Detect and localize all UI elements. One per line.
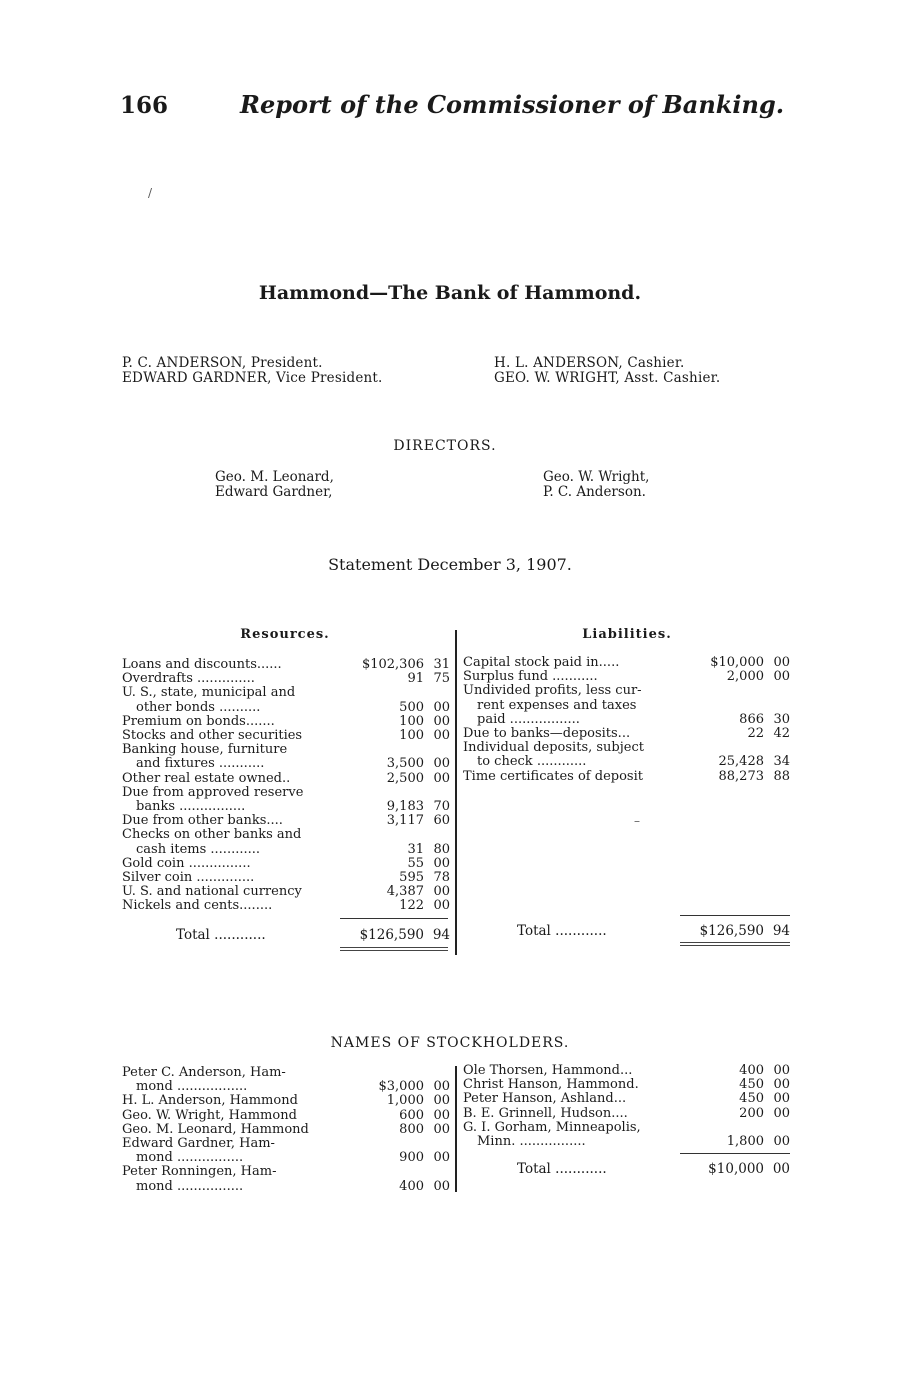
ledger-dollars: 22 [747,726,764,742]
ledger-label: Nickels and cents........ [122,899,273,914]
ledger-cents: 00 [773,669,790,685]
ledger-row [122,885,450,899]
director-name: Geo. M. Leonard, [215,469,334,485]
ledger-label: Undivided profits, less cur- [463,684,642,699]
ledger-cents: 00 [433,728,450,744]
ledger-row [122,672,450,686]
ledger-label: other bonds .......... [136,700,261,715]
ledger-dollars: 3,500 [386,756,424,772]
ledger-cents [764,684,790,698]
ledger-cents: 78 [433,870,450,886]
ledger-dollars: 25,428 [718,754,764,770]
ledger-label: Checks on other banks and [122,828,302,843]
stockholders-total-dollars: $10,000 [708,1161,764,1177]
ledger-label: Loans and discounts...... [122,658,282,672]
ledger-row [122,1151,450,1165]
ledger-cents [764,1121,790,1135]
ledger-dollars: 200 [739,1105,764,1121]
ledger-dollars [346,686,424,700]
ledger-cents [424,1066,450,1080]
ledger-cents: 34 [773,754,790,770]
ledger-row [122,1123,450,1137]
ledger-label: G. I. Gorham, Minneapolis, [463,1120,641,1135]
ledger-dollars: 122 [399,898,424,914]
resources-table [122,658,450,914]
ledger-dollars [682,741,764,755]
ledger-dollars: 800 [399,1121,424,1137]
ledger-row [463,741,790,755]
ledger-dollars: 450 [739,1091,764,1107]
ledger-label: Peter Ronningen, Ham- [122,1165,277,1180]
ledger-label: mond ................ [136,1151,244,1166]
ledger-label: Individual deposits, subject [463,741,644,756]
ledger-label: to check ............ [477,755,587,770]
liabilities-total-dollars: $126,590 [699,923,764,939]
ledger-cents: 75 [433,671,450,687]
ledger-dollars [346,1165,424,1179]
resources-total-rule [340,918,448,919]
ledger-cents: 60 [433,813,450,829]
stockholders-right-table [463,1064,790,1149]
ledger-cents [764,741,790,755]
ledger-row [122,772,450,786]
ledger-row [122,729,450,743]
ledger-cents [764,699,790,713]
ledger-row [122,786,450,800]
director-name: Geo. W. Wright, [543,469,650,485]
ledger-label: mond ................. [136,1080,248,1095]
ledger-label: Due from approved reserve [122,785,304,800]
page-number: 166 [120,92,169,119]
ledger-label: Due from other banks.... [122,814,283,829]
ledger-row [463,656,790,670]
ledger-cents: 00 [433,1178,450,1194]
resources-total-dollars: $126,590 [359,927,424,943]
ledger-label: Geo. W. Wright, Hammond [122,1108,297,1123]
ledger-cents: 00 [773,1105,790,1121]
stray-mark: / [148,186,153,200]
liabilities-total-cents: 94 [772,923,790,939]
ledger-row [122,1080,450,1094]
ledger-dollars: 900 [399,1150,424,1166]
stockholders-left-table [122,1066,450,1194]
ledger-label: Silver coin .............. [122,871,255,886]
ledger-dollars [682,1121,764,1135]
resources-total-row [122,928,450,942]
stockholders-total-row [463,1162,790,1176]
ledger-dollars [346,743,424,757]
ledger-label: Peter Hanson, Ashland... [463,1092,627,1107]
ledger-cents: 00 [433,1107,450,1123]
ledger-row [463,727,790,741]
ledger-label: B. E. Grinnell, Hudson.... [463,1106,628,1121]
ledger-row [463,1121,790,1135]
ledger-row [122,743,450,757]
ledger-dollars: 88,273 [718,768,764,784]
liabilities-double-rule [680,942,790,946]
ledger-label: Minn. ................ [477,1135,586,1150]
ledger-row [463,770,790,784]
stockholders-total-cents: 00 [772,1161,790,1177]
stockholders-total-rule [680,1153,790,1154]
statement-title: Statement December 3, 1907. [328,555,572,574]
ledger-label: cash items ............ [136,842,261,857]
ledger-row [463,1078,790,1092]
director-name: Edward Gardner, [215,484,333,500]
stockholders-heading: NAMES OF STOCKHOLDERS. [330,1035,570,1051]
ledger-dollars: 100 [399,713,424,729]
ledger-dollars: 600 [399,1107,424,1123]
ledger-dollars [346,1066,424,1080]
ledger-cents: 00 [433,1079,450,1095]
ledger-dollars: 400 [739,1063,764,1078]
liabilities-total-label: Total ............ [517,924,607,939]
ledger-label: Premium on bonds....... [122,714,275,729]
ledger-label: Capital stock paid in..... [463,656,620,670]
ledger-row [122,800,450,814]
stray-dash: – [634,814,640,828]
ledger-dollars: 31 [407,841,424,857]
ledger-dollars: 55 [407,855,424,871]
ledger-label: U. S. and national currency [122,885,302,900]
stockholders-total-label: Total ............ [517,1162,607,1177]
ledger-dollars: 9,183 [386,799,424,815]
ledger-label: mond ................ [136,1179,244,1194]
ledger-dollars: 400 [399,1178,424,1194]
running-title: Report of the Commissioner of Banking. [240,90,785,119]
ledger-row [463,713,790,727]
ledger-cents: 00 [773,1091,790,1107]
ledger-dollars [346,828,424,842]
ledger-dollars: $102,306 [361,657,424,672]
officer-asst-cashier: GEO. W. WRIGHT, Asst. Cashier. [494,370,721,386]
ledger-row [463,699,790,713]
ledger-cents: 00 [433,770,450,786]
ledger-row [122,899,450,913]
ledger-dollars: $3,000 [378,1079,424,1095]
liabilities-heading: Liabilities. [582,627,672,642]
ledger-cents: 00 [773,655,790,670]
bank-title: Hammond—The Bank of Hammond. [258,282,642,304]
ledger-row [122,715,450,729]
ledger-cents: 80 [433,841,450,857]
ledger-row [122,843,450,857]
ledger-label: Surplus fund ........... [463,670,598,685]
ledger-cents: 30 [773,711,790,727]
ledger-cents: 00 [433,1093,450,1109]
ledger-row [463,1092,790,1106]
ledger-dollars: 2,000 [726,669,764,685]
ledger-label: H. L. Anderson, Hammond [122,1094,298,1109]
ledger-label: Other real estate owned.. [122,771,291,786]
ledger-label: Overdrafts .............. [122,672,255,687]
ledger-label: Banking house, furniture [122,743,288,758]
ledger-row [122,1180,450,1194]
officer-vice-president: EDWARD GARDNER, Vice President. [122,370,383,386]
ledger-cents: 00 [433,1150,450,1166]
ledger-cents: 31 [433,657,450,672]
ledger-cents: 00 [433,855,450,871]
ledger-dollars: 595 [399,870,424,886]
ledger-cents [424,686,450,700]
ledger-cents: 88 [773,768,790,784]
ledger-dollars: 1,800 [726,1134,764,1150]
ledger-cents [424,743,450,757]
ledger-cents: 00 [773,1063,790,1078]
ledger-dollars: 1,000 [386,1093,424,1109]
ledger-row [122,1066,450,1080]
ledger-row [122,701,450,715]
ledger-cents: 00 [433,884,450,900]
ledger-row [463,684,790,698]
ledger-label: Edward Gardner, Ham- [122,1137,275,1152]
ledger-label: U. S., state, municipal and [122,686,296,701]
ledger-row [463,1107,790,1121]
ledger-cents: 42 [773,726,790,742]
ledger-cents: 00 [433,756,450,772]
ledger-label: Stocks and other securities [122,729,303,744]
ledger-dollars: 100 [399,728,424,744]
resources-total-label: Total ............ [176,928,266,943]
ledger-dollars: $10,000 [710,655,764,670]
ledger-cents [424,1137,450,1151]
ledger-dollars [682,684,764,698]
ledger-row [122,828,450,842]
ledger-dollars [682,699,764,713]
ledger-row [122,871,450,885]
ledger-dollars: 4,387 [386,884,424,900]
ledger-label: and fixtures ........... [136,757,265,772]
ledger-dollars: 2,500 [386,770,424,786]
ledger-dollars: 450 [739,1077,764,1093]
ledger-label: paid ................. [477,712,580,727]
ledger-cents [424,786,450,800]
ledger-label: Christ Hanson, Hammond. [463,1078,639,1093]
ledger-row [122,1094,450,1108]
ledger-label: Due to banks—deposits... [463,727,631,742]
ledger-label: Peter C. Anderson, Ham- [122,1066,286,1080]
liabilities-table [463,656,790,784]
officer-president: P. C. ANDERSON, President. [122,355,323,371]
ledger-row [122,1137,450,1151]
ledger-row [122,686,450,700]
stockholders-divider [455,1066,457,1192]
ledger-label: Ole Thorsen, Hammond... [463,1064,633,1078]
ledger-cents [424,1165,450,1179]
ledger-dollars: 500 [399,699,424,715]
ledger-dollars: 91 [407,671,424,687]
ledger-label: Gold coin ............... [122,856,251,871]
ledger-dollars [346,1137,424,1151]
ledger-label: rent expenses and taxes [477,698,637,713]
ledger-label: Time certificates of deposit [463,769,643,784]
ledger-row [122,757,450,771]
ledger-label: banks ................ [136,800,246,815]
ledger-row [463,670,790,684]
resources-total-cents: 94 [432,927,450,943]
resources-heading: Resources. [240,627,330,642]
ledger-dollars [346,786,424,800]
ledger-row [463,1064,790,1078]
ledger-row [122,857,450,871]
liabilities-total-rule [680,915,790,916]
ledger-row [122,1109,450,1123]
ledger-cents: 70 [433,799,450,815]
ledger-row [463,755,790,769]
directors-heading: DIRECTORS. [393,438,497,454]
ledger-row [122,814,450,828]
ledger-cents [424,828,450,842]
ledger-cents: 00 [433,898,450,914]
ledger-cents: 00 [433,1121,450,1137]
ledger-cents: 00 [773,1077,790,1093]
ledger-row [463,1135,790,1149]
ledger-label: Geo. M. Leonard, Hammond [122,1122,309,1137]
resources-double-rule [340,947,448,951]
liabilities-total-row [463,924,790,938]
ledger-cents: 00 [433,699,450,715]
column-divider [455,630,457,955]
ledger-row [122,1165,450,1179]
officer-cashier: H. L. ANDERSON, Cashier. [494,355,685,371]
ledger-row [122,658,450,672]
ledger-dollars: 3,117 [386,813,424,829]
ledger-cents: 00 [433,713,450,729]
ledger-dollars: 866 [739,711,764,727]
director-name: P. C. Anderson. [543,484,646,500]
ledger-cents: 00 [773,1134,790,1150]
